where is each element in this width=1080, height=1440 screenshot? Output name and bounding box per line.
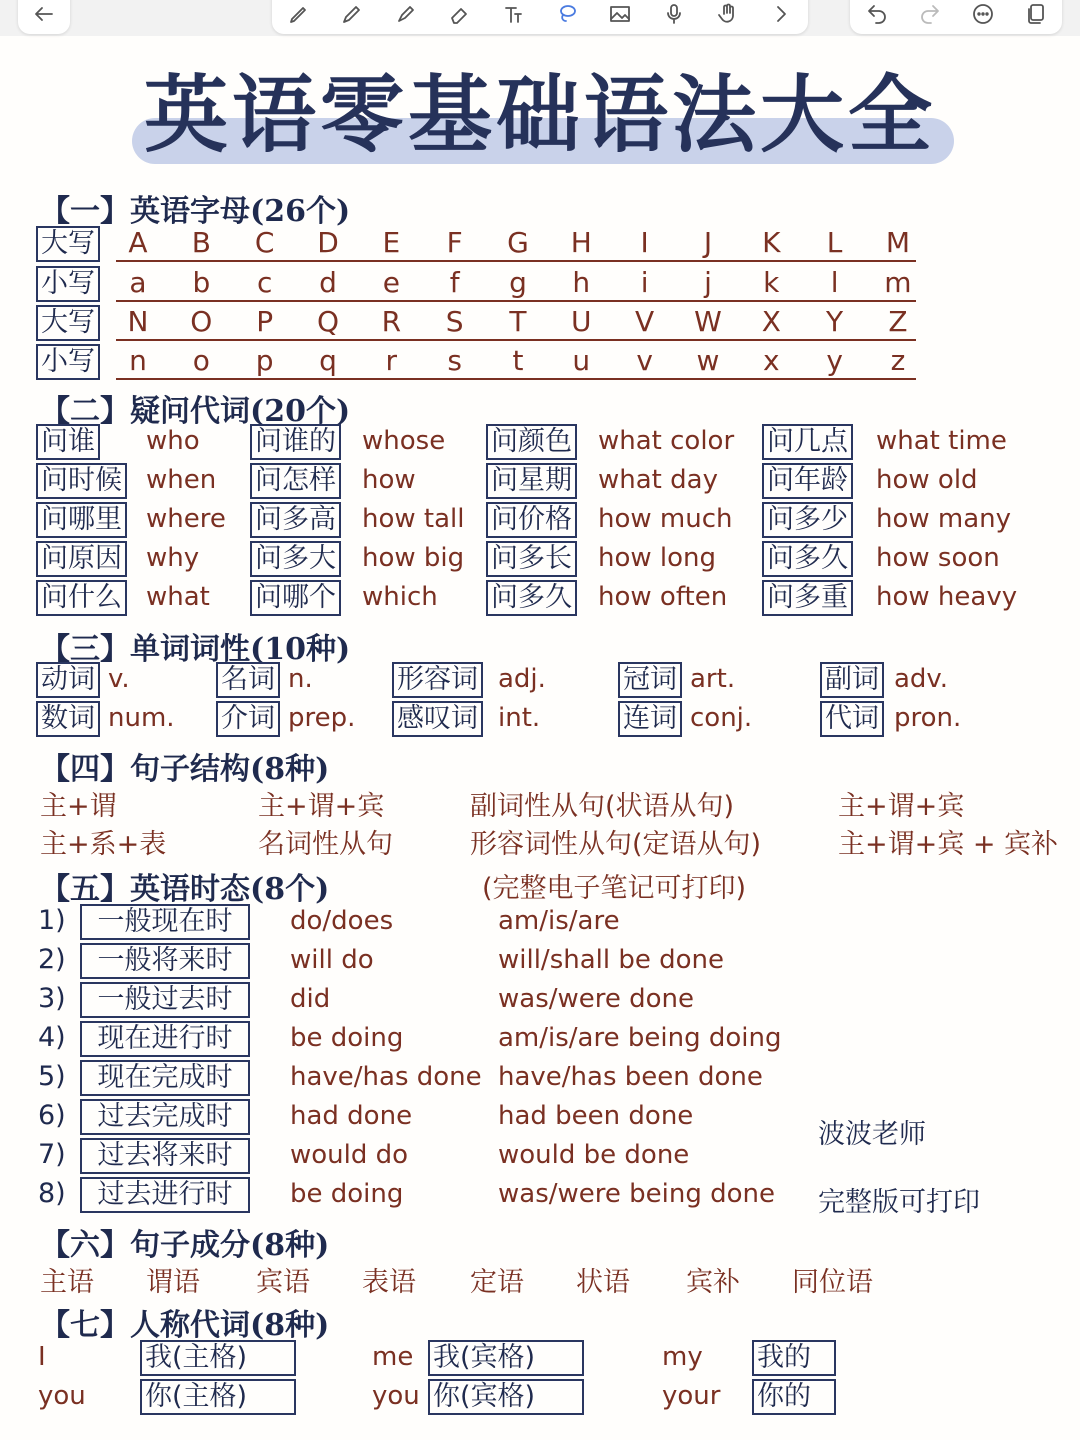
letter: Q — [316, 305, 339, 338]
section-2-heading: 【二】疑问代词(20个) — [40, 394, 351, 429]
alphabet-row-label: 大写 — [36, 226, 100, 262]
tense-name: 过去完成时 — [80, 1099, 250, 1135]
tense-name: 过去进行时 — [80, 1177, 250, 1213]
letter: Z — [888, 305, 908, 338]
letter: n — [129, 344, 147, 377]
letter: q — [319, 344, 337, 377]
question-en: how often — [598, 582, 728, 612]
question-zh: 问多久 — [762, 541, 853, 577]
more-icon[interactable] — [969, 0, 997, 28]
underline — [116, 339, 916, 341]
structure-item: 主+谓 — [40, 791, 117, 822]
section-1-heading: 【一】英语字母(26个) — [40, 194, 351, 229]
tense-active: had done — [290, 1101, 413, 1131]
structure-item: 名词性从句 — [258, 829, 393, 860]
question-zh: 问时候 — [36, 463, 127, 499]
pen-icon[interactable] — [285, 0, 313, 28]
question-en: how much — [598, 504, 733, 534]
question-zh: 问什么 — [36, 580, 127, 616]
structure-item: 副词性从句(状语从句) — [470, 791, 735, 822]
question-zh: 问星期 — [486, 463, 577, 499]
tense-active: did — [290, 984, 331, 1014]
question-zh: 问多重 — [762, 580, 853, 616]
pos-en: art. — [690, 664, 736, 694]
pos-zh: 数词 — [36, 701, 100, 737]
tense-active: will do — [290, 945, 374, 975]
letter: k — [763, 266, 780, 299]
eraser-icon[interactable] — [446, 0, 474, 28]
section-7-heading: 【七】人称代词(8种) — [40, 1308, 330, 1343]
letter: j — [704, 266, 712, 299]
pronoun-object-zh: 我(宾格) — [428, 1340, 584, 1376]
question-en: where — [146, 504, 226, 534]
letter: o — [192, 344, 210, 377]
alphabet-row — [118, 344, 918, 377]
tense-number: 3) — [38, 983, 66, 1014]
pos-en: int. — [498, 703, 541, 733]
letter: g — [509, 266, 527, 299]
question-en: whose — [362, 426, 446, 456]
tense-number: 2) — [38, 944, 66, 975]
question-zh: 问多大 — [250, 541, 341, 577]
pos-zh: 动词 — [36, 662, 100, 698]
alphabet-row — [118, 226, 918, 259]
letter: S — [445, 305, 464, 338]
alphabet-row-label: 小写 — [36, 266, 100, 302]
pos-zh: 介词 — [216, 701, 280, 737]
tool-palette — [272, 0, 808, 34]
question-zh: 问谁 — [36, 424, 100, 460]
pos-en: n. — [288, 664, 313, 694]
section-5-heading: 【五】英语时态(8个) — [40, 872, 330, 907]
pos-en: num. — [108, 703, 175, 733]
tense-name: 现在完成时 — [80, 1060, 250, 1096]
letter: G — [507, 226, 529, 259]
letter: W — [694, 305, 722, 338]
letter: A — [128, 226, 148, 259]
letter: E — [382, 226, 401, 259]
tense-passive: have/has been done — [498, 1062, 763, 1092]
letter: m — [884, 266, 912, 299]
letter: F — [446, 226, 463, 259]
pronoun-object-zh: 你(宾格) — [428, 1379, 584, 1415]
question-zh: 问颜色 — [486, 424, 577, 460]
tense-passive: would be done — [498, 1140, 690, 1170]
structure-item: 主+系+表 — [40, 829, 167, 860]
tense-number: 7) — [38, 1139, 66, 1170]
letter: y — [826, 344, 843, 377]
component-item: 表语 — [362, 1267, 416, 1298]
underline — [116, 260, 916, 262]
printable-label: 完整版可打印 — [818, 1187, 980, 1218]
letter: r — [385, 344, 398, 377]
pronoun-possessive: my — [662, 1342, 703, 1372]
pos-en: pron. — [894, 703, 962, 733]
tense-active: be doing — [290, 1179, 404, 1209]
section-6-heading: 【六】句子成分(8种) — [40, 1228, 330, 1263]
tense-passive: will/shall be done — [498, 945, 725, 975]
question-en: how heavy — [876, 582, 1018, 612]
tense-number: 6) — [38, 1100, 66, 1131]
tense-name: 过去将来时 — [80, 1138, 250, 1174]
pronoun-subject: I — [38, 1342, 46, 1372]
section-4-heading: 【四】句子结构(8种) — [40, 752, 330, 787]
pos-en: adv. — [894, 664, 949, 694]
letter: h — [572, 266, 591, 299]
tense-name: 一般过去时 — [80, 982, 250, 1018]
letter: I — [640, 226, 649, 259]
pencil-icon[interactable] — [338, 0, 366, 28]
redo-icon[interactable] — [916, 0, 944, 28]
structure-item: 形容词性从句(定语从句) — [470, 829, 762, 860]
letter: Y — [826, 305, 844, 338]
pos-zh: 冠词 — [618, 662, 682, 698]
tense-active: have/has done — [290, 1062, 482, 1092]
tense-number: 4) — [38, 1022, 66, 1053]
pronoun-object: you — [372, 1381, 420, 1411]
tense-number: 8) — [38, 1178, 66, 1209]
question-en: why — [146, 543, 200, 573]
tense-passive: am/is/are being doing — [498, 1023, 782, 1053]
letter: L — [826, 226, 843, 259]
tense-passive: was/were being done — [498, 1179, 775, 1209]
tense-name: 现在进行时 — [80, 1021, 250, 1057]
pos-zh: 副词 — [820, 662, 884, 698]
question-zh: 问哪里 — [36, 502, 127, 538]
question-zh: 问多少 — [762, 502, 853, 538]
back-icon — [30, 0, 58, 28]
pronoun-subject-zh: 你(主格) — [140, 1379, 296, 1415]
alphabet-row — [118, 305, 918, 338]
question-en: who — [146, 426, 200, 456]
tense-passive: had been done — [498, 1101, 694, 1131]
pos-en: conj. — [690, 703, 753, 733]
question-en: how many — [876, 504, 1012, 534]
component-item: 主语 — [40, 1267, 94, 1298]
hand-icon[interactable] — [714, 0, 742, 28]
letter: w — [696, 344, 720, 377]
chevron-right-icon[interactable] — [767, 0, 795, 28]
alphabet-row-label: 大写 — [36, 305, 100, 341]
marker-icon[interactable] — [392, 0, 420, 28]
pronoun-possessive: your — [662, 1381, 721, 1411]
component-item: 谓语 — [146, 1267, 200, 1298]
question-zh: 问多高 — [250, 502, 341, 538]
tense-active: would do — [290, 1140, 409, 1170]
letter: U — [571, 305, 592, 338]
question-zh: 问多久 — [486, 580, 577, 616]
letter: b — [192, 266, 211, 299]
image-icon[interactable] — [606, 0, 634, 28]
letter: B — [191, 226, 211, 259]
component-item: 同位语 — [792, 1267, 873, 1298]
letter: X — [761, 305, 781, 338]
question-en: what time — [876, 426, 1007, 456]
pos-zh: 代词 — [820, 701, 884, 737]
letter: V — [635, 305, 655, 338]
letter: C — [254, 226, 275, 259]
top-toolbar — [0, 0, 1080, 36]
letter: s — [447, 344, 462, 377]
question-zh: 问价格 — [486, 502, 577, 538]
component-item: 定语 — [470, 1267, 524, 1298]
section-3-heading: 【三】单词词性(10种) — [40, 632, 351, 667]
question-en: how big — [362, 543, 465, 573]
pos-zh: 感叹词 — [392, 701, 483, 737]
letter: p — [255, 344, 274, 377]
question-en: how soon — [876, 543, 1000, 573]
letter: z — [890, 344, 906, 377]
lasso-icon[interactable] — [553, 0, 581, 28]
pronoun-object: me — [372, 1342, 414, 1372]
question-zh: 问谁的 — [250, 424, 341, 460]
question-zh: 问原因 — [36, 541, 127, 577]
question-zh: 问哪个 — [250, 580, 341, 616]
letter: R — [381, 305, 402, 338]
letter: f — [449, 266, 460, 299]
question-zh: 问多长 — [486, 541, 577, 577]
mic-icon[interactable] — [660, 0, 688, 28]
question-zh: 问年龄 — [762, 463, 853, 499]
printable-note: (完整电子笔记可打印) — [482, 873, 747, 904]
underline — [116, 300, 916, 302]
letter: K — [762, 226, 781, 259]
letter: T — [509, 305, 527, 338]
letter: c — [256, 266, 273, 299]
undo-icon[interactable] — [863, 0, 891, 28]
pos-en: adj. — [498, 664, 546, 694]
component-item: 状语 — [576, 1267, 630, 1298]
question-en: which — [362, 582, 438, 612]
pronoun-possessive-zh: 你的 — [752, 1379, 836, 1415]
question-en: what day — [598, 465, 718, 495]
pos-en: prep. — [288, 703, 356, 733]
page-title: 英语零基础语法大全 — [143, 66, 936, 164]
letter: H — [570, 226, 592, 259]
letter: N — [127, 305, 149, 338]
letter: t — [512, 344, 524, 377]
letter: d — [319, 266, 337, 299]
letter: l — [830, 266, 839, 299]
letter: J — [703, 226, 713, 259]
letter: i — [640, 266, 649, 299]
question-zh: 问几点 — [762, 424, 853, 460]
question-en: how tall — [362, 504, 465, 534]
letter: v — [636, 344, 653, 377]
question-en: when — [146, 465, 217, 495]
right-tools — [850, 0, 1062, 34]
pos-zh: 连词 — [618, 701, 682, 737]
structure-item: 主+谓+宾 — [838, 791, 965, 822]
alphabet-row — [118, 266, 918, 299]
tense-passive: was/were done — [498, 984, 695, 1014]
teacher-signature: 波波老师 — [818, 1119, 926, 1150]
pronoun-subject-zh: 我(主格) — [140, 1340, 296, 1376]
tense-active: do/does — [290, 906, 394, 936]
question-en: what color — [598, 426, 735, 456]
question-en: how — [362, 465, 416, 495]
question-en: what — [146, 582, 210, 612]
letter: M — [885, 226, 911, 259]
pos-zh: 名词 — [216, 662, 280, 698]
alphabet-row-label: 小写 — [36, 344, 100, 380]
letter: e — [382, 266, 400, 299]
pronoun-subject: you — [38, 1381, 86, 1411]
letter: D — [317, 226, 339, 259]
pos-en: v. — [108, 664, 130, 694]
structure-item: 主+谓+宾 + 宾补 — [838, 829, 1059, 860]
tense-name: 一般将来时 — [80, 943, 250, 979]
letter: P — [256, 305, 274, 338]
tense-active: be doing — [290, 1023, 404, 1053]
question-en: how long — [598, 543, 717, 573]
tense-name: 一般现在时 — [80, 904, 250, 940]
tense-passive: am/is/are — [498, 906, 620, 936]
letter: O — [190, 305, 213, 338]
tense-number: 5) — [38, 1061, 66, 1092]
letter: u — [572, 344, 591, 377]
component-item: 宾补 — [686, 1267, 740, 1298]
back-button[interactable] — [18, 0, 70, 34]
pronoun-possessive-zh: 我的 — [752, 1340, 836, 1376]
question-en: how old — [876, 465, 978, 495]
component-item: 宾语 — [256, 1267, 310, 1298]
structure-item: 主+谓+宾 — [258, 791, 385, 822]
letter: a — [129, 266, 147, 299]
tense-number: 1) — [38, 905, 66, 936]
letter: x — [762, 344, 780, 377]
text-icon[interactable] — [499, 0, 527, 28]
pages-icon[interactable] — [1022, 0, 1050, 28]
underline — [116, 378, 916, 380]
question-zh: 问怎样 — [250, 463, 341, 499]
pos-zh: 形容词 — [392, 662, 483, 698]
